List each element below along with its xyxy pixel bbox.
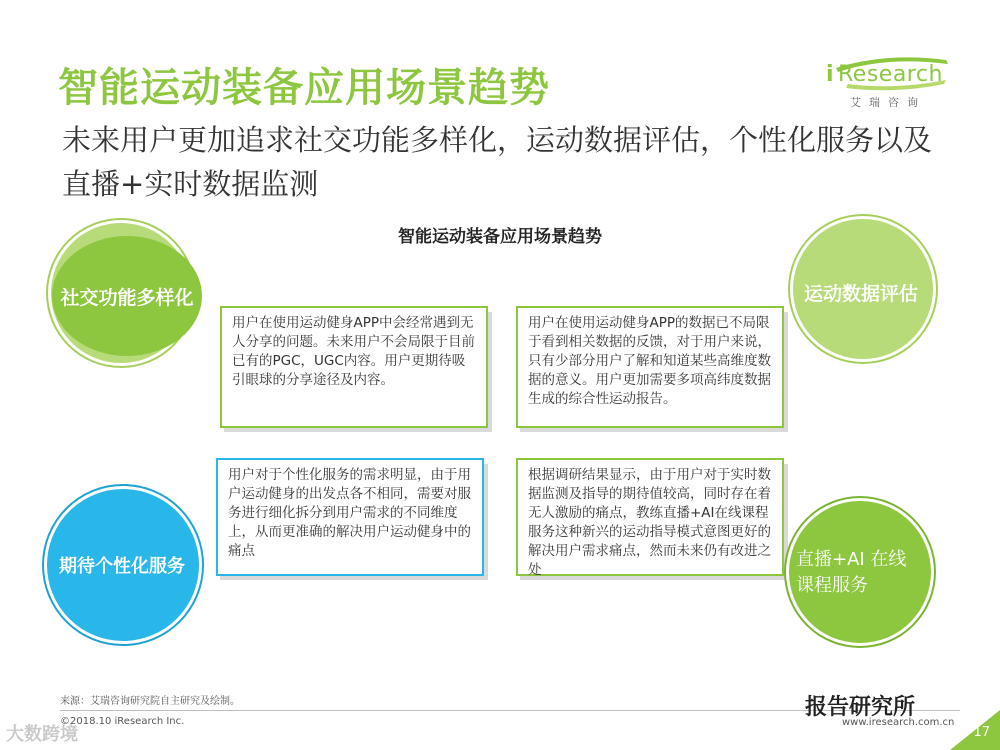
text-box-live [516, 458, 784, 576]
circle-personal [40, 510, 204, 620]
diagram-title: 智能运动装备应用场景趋势 [398, 227, 602, 247]
text-data: 用户在使用运动健身APP的数据已不局限于看到相关数据的反馈，对于用户来说，只有少部分用户了解和知道某些高维度数据的意义。用户更加需要多项高纬度数据生成的综合性运动报告。 [528, 315, 771, 407]
source-note: 来源：艾瑞咨询研究院自主研究及绘制。 [60, 696, 240, 707]
circle-live [786, 536, 934, 606]
logo-brand: Research [838, 62, 943, 87]
watermark-right: 报告研究所 [805, 695, 916, 720]
page-title: 智能运动装备应用场景趋势 [58, 65, 550, 111]
iresearch-logo [826, 54, 956, 114]
watermark-left: 大数跨境 [6, 724, 78, 745]
copyright: ©2018.10 iResearch Inc. [60, 716, 185, 727]
page-subtitle: 未来用户更加追求社交功能多样化，运动数据评估，个性化服务以及直播+实时数据监测 [62, 123, 933, 201]
circle-social [52, 236, 202, 356]
text-box-data [516, 306, 784, 428]
logo-chinese: 艾瑞咨询 [850, 96, 926, 109]
page-number: 17 [973, 725, 990, 740]
text-box-social [220, 306, 488, 428]
text-personal: 用户对于个性化服务的需求明显，由于用户运动健身的出发点各不相同，需要对服务进行细化拆分到用户需求的不同维度上，从而更准确的解决用户运动健身中的痛点 [228, 467, 471, 559]
label-data: 运动数据评估 [803, 282, 918, 305]
website-url: www.iresearch.com.cn [842, 717, 955, 728]
label-social: 社交功能多样化 [60, 286, 194, 309]
text-social: 用户在使用运动健身APP中会经常遇到无人分享的问题。未来用户不会局限于目前已有的PGC，UGC内容。用户更期待吸引眼球的分享途径及内容。 [232, 315, 475, 388]
text-live: 根据调研结果显示，由于用户对于实时数据监测及指导的期待值较高，同时存在着无人激励的痛点，教练直播+AI在线课程服务这种新兴的运动指导模式意图更好的解决用户需求痛点，然而未来仍有改进之处 [528, 467, 771, 578]
text-box-personal [216, 458, 484, 576]
label-personal: 期待个性化服务 [59, 556, 185, 577]
label-live-line1: 直播+AI 在线 [796, 549, 907, 570]
logo-i: i [826, 62, 834, 87]
label-live-line2: 课程服务 [796, 575, 868, 596]
circle-data [784, 232, 938, 352]
